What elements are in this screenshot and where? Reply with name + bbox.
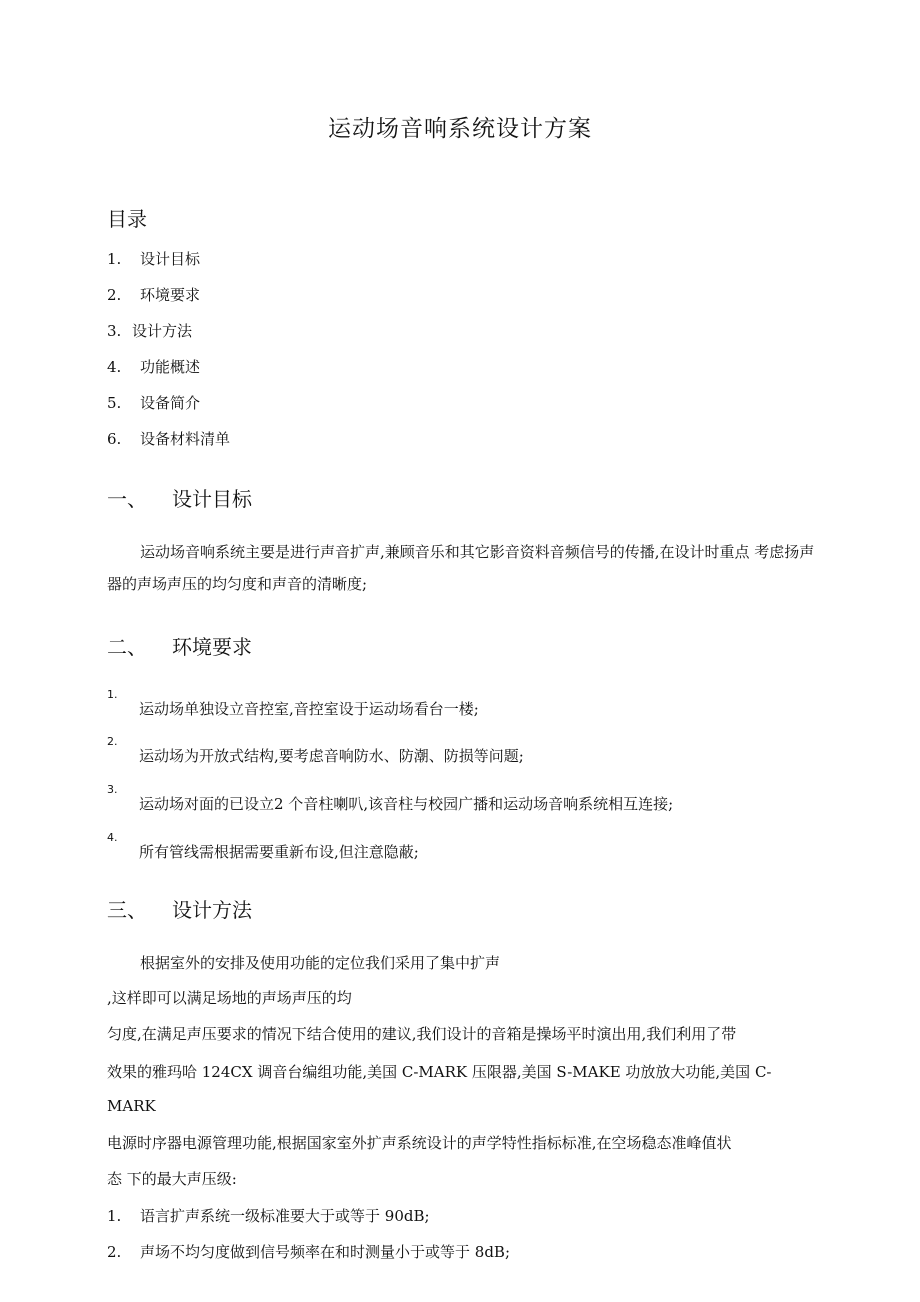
body-line: 电源时序器电源管理功能,根据国家室外扩声系统设计的声学特性指标标准,在空场稳态准峰值状 <box>107 1134 732 1152</box>
toc-item <box>107 428 230 464</box>
standard-item <box>107 1241 510 1262</box>
section-number: 二、 <box>107 635 147 659</box>
standard-number: 1. <box>107 1207 122 1225</box>
section-heading-design-method <box>107 894 252 923</box>
document-title: 运动场音响系统设计方案 <box>328 116 592 142</box>
toc-list <box>107 248 230 464</box>
body-line: 效果的雅玛哈 124CX 调音台编组功能,美国 C-MARK 压限器,美国 S-MAKE 功放放大功能,美国 C- <box>107 1063 772 1081</box>
toc-item <box>107 356 230 392</box>
requirement-number: 3. <box>107 783 118 796</box>
requirement-number: 1. <box>107 688 118 701</box>
section-title: 设计方法 <box>172 898 252 922</box>
section-number: 三、 <box>107 898 147 922</box>
requirement-text: 运动场为开放式结构,要考虑音响防水、防潮、防损等问题; <box>139 747 524 765</box>
toc-item-number: 2. <box>107 286 122 304</box>
toc-item-label: 设备简介 <box>140 394 201 412</box>
section-heading-design-goal <box>107 483 252 512</box>
toc-item-number: 5. <box>107 394 122 412</box>
toc-item-label: 功能概述 <box>140 358 201 376</box>
requirement-text: 所有管线需根据需要重新布设,但注意隐蔽; <box>139 843 419 861</box>
body-line: 匀度,在满足声压要求的情况下结合使用的建议,我们设计的音箱是操场平时演出用,我们利用了带 <box>107 1025 737 1043</box>
toc-item-number: 3. <box>107 322 122 340</box>
requirement-text: 运动场对面的已设立2 个音柱喇叭,该音柱与校园广播和运动场音响系统相互连接; <box>139 795 674 813</box>
toc-heading: 目录 <box>107 207 147 231</box>
standard-number: 2. <box>107 1243 122 1261</box>
standard-text: 声场不均匀度做到信号频率在和时测量小于或等于 8dB; <box>140 1243 510 1261</box>
body-line: ,这样即可以满足场地的声场声压的均 <box>107 989 352 1007</box>
requirement-text: 运动场单独设立音控室,音控室设于运动场看台一楼; <box>139 700 479 718</box>
requirement-number: 4. <box>107 831 118 844</box>
section-body-design-goal: 运动场音响系统主要是进行声音扩声,兼顾音乐和其它影音资料音频信号的传播,在设计时重点 考虑扬声器的声场声压的均匀度和声音的清晰度; <box>107 543 815 593</box>
standard-text: 语言扩声系统一级标准要大于或等于 90dB; <box>140 1207 430 1225</box>
body-line: 根据室外的安排及使用功能的定位我们采用了集中扩声 <box>140 954 501 972</box>
toc-item <box>107 320 230 356</box>
toc-item-number: 6. <box>107 430 122 448</box>
toc-item <box>107 284 230 320</box>
toc-item-label: 环境要求 <box>140 286 201 304</box>
section-number: 一、 <box>107 487 147 511</box>
body-line: MARK <box>107 1097 156 1115</box>
toc-item-label: 设备材料清单 <box>140 430 231 448</box>
section-title: 设计目标 <box>172 487 252 511</box>
toc-item-number: 4. <box>107 358 122 376</box>
section-heading-environment <box>107 631 252 660</box>
toc-item-label: 设计方法 <box>132 322 193 340</box>
standard-item <box>107 1205 430 1226</box>
toc-item <box>107 392 230 428</box>
section-title: 环境要求 <box>172 635 252 659</box>
body-line: 态 下的最大声压级: <box>107 1170 237 1188</box>
toc-item-label: 设计目标 <box>140 250 201 268</box>
toc-item-number: 1. <box>107 250 122 268</box>
requirement-number: 2. <box>107 735 118 748</box>
toc-item <box>107 248 230 284</box>
